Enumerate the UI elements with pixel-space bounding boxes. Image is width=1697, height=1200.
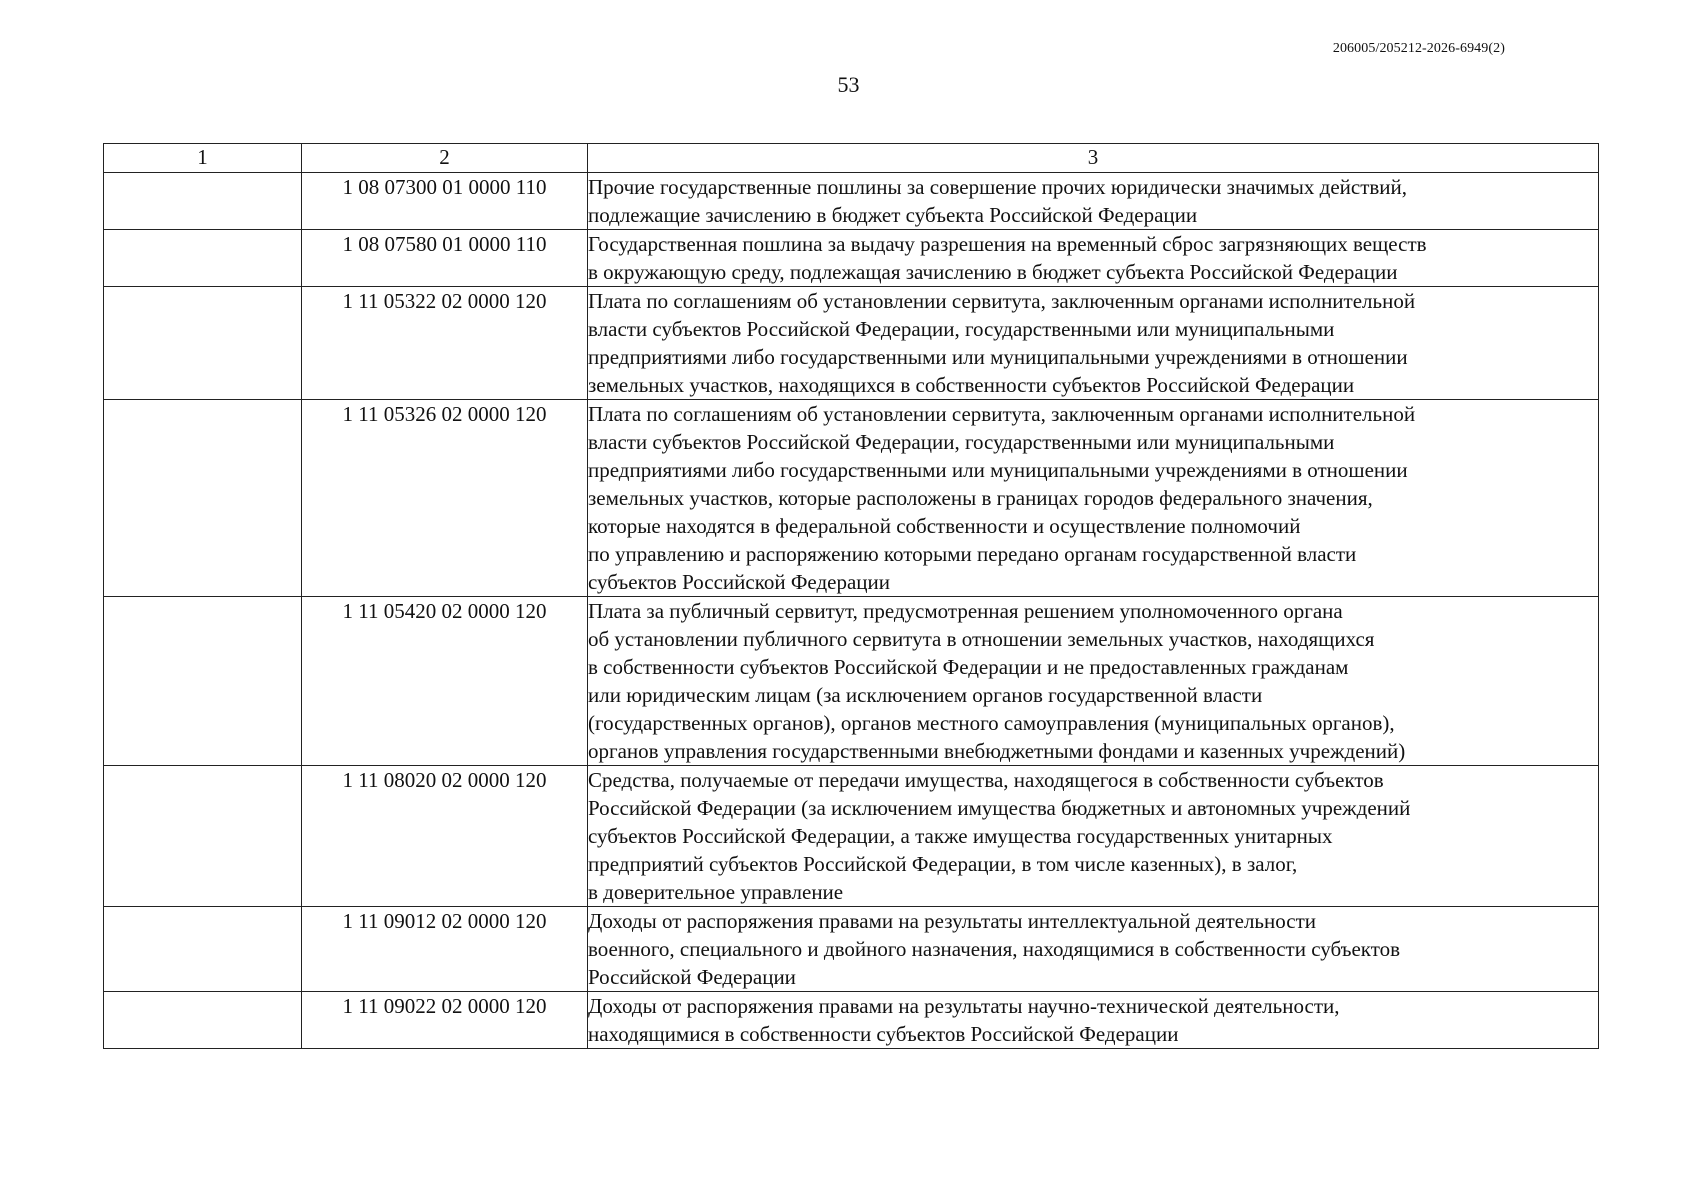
description-line: земельных участков, которые расположены в границах городов федерального значения,	[588, 486, 1373, 510]
table-row	[104, 230, 1599, 287]
description-line: в собственности субъектов Российской Федерации и не предоставленных гражданам	[588, 655, 1349, 679]
row-column-1-cell	[104, 400, 302, 597]
budget-code-cell: 1 11 08020 02 0000 120	[302, 766, 588, 907]
budget-code-cell: 1 11 05326 02 0000 120	[302, 400, 588, 597]
row-column-1-cell	[104, 992, 302, 1049]
table-row	[104, 597, 1599, 766]
row-column-1-cell	[104, 173, 302, 230]
table-body	[104, 173, 1599, 1049]
revenue-codes-table	[103, 143, 1599, 1049]
table-row	[104, 287, 1599, 400]
description-line: земельных участков, находящихся в собственности субъектов Российской Федерации	[588, 373, 1355, 397]
description-line: субъектов Российской Федерации, а также имущества государственных унитарных	[588, 824, 1333, 848]
revenue-description-cell	[588, 907, 1599, 992]
revenue-description-cell	[588, 173, 1599, 230]
description-line: предприятиями либо государственными или муниципальными учреждениями в отношении	[588, 345, 1408, 369]
description-line: по управлению и распоряжению которыми передано органам государственной власти	[588, 542, 1357, 566]
budget-code-cell: 1 11 05420 02 0000 120	[302, 597, 588, 766]
description-line: Средства, получаемые от передачи имущества, находящегося в собственности субъектов	[588, 768, 1384, 792]
description-line: Государственная пошлина за выдачу разрешения на временный сброс загрязняющих веществ	[588, 232, 1427, 256]
description-line: или юридическим лицам (за исключением органов государственной власти	[588, 683, 1263, 707]
row-column-1-cell	[104, 597, 302, 766]
description-line: Доходы от распоряжения правами на результаты интеллектуальной деятельности	[588, 909, 1316, 933]
column-header-2: 2	[302, 144, 588, 173]
revenue-description-cell	[588, 597, 1599, 766]
row-column-1-cell	[104, 287, 302, 400]
budget-code-cell: 1 11 09012 02 0000 120	[302, 907, 588, 992]
budget-code-cell: 1 11 09022 02 0000 120	[302, 992, 588, 1049]
row-column-1-cell	[104, 766, 302, 907]
page-number: 53	[837, 72, 860, 97]
description-line: Плата за публичный сервитут, предусмотренная решением уполномоченного органа	[588, 599, 1343, 623]
column-header-3: 3	[588, 144, 1599, 173]
description-line: Плата по соглашениям об установлении сервитута, заключенным органами исполнительной	[588, 402, 1416, 426]
budget-code-cell: 1 08 07580 01 0000 110	[302, 230, 588, 287]
revenue-description-cell	[588, 766, 1599, 907]
description-line: Плата по соглашениям об установлении сервитута, заключенным органами исполнительной	[588, 289, 1416, 313]
description-line: об установлении публичного сервитута в отношении земельных участков, находящихся	[588, 627, 1375, 651]
description-line: в доверительное управление	[588, 880, 844, 904]
revenue-description-cell	[588, 992, 1599, 1049]
budget-code-cell: 1 11 05322 02 0000 120	[302, 287, 588, 400]
table-row	[104, 992, 1599, 1049]
revenue-description-cell	[588, 287, 1599, 400]
description-line: (государственных органов), органов местного самоуправления (муниципальных органов),	[588, 711, 1395, 735]
description-line: подлежащие зачислению в бюджет субъекта Российской Федерации	[588, 203, 1198, 227]
description-line: Доходы от распоряжения правами на результаты научно-технической деятельности,	[588, 994, 1340, 1018]
revenue-description-cell	[588, 400, 1599, 597]
description-line: Российской Федерации	[588, 965, 796, 989]
description-line: военного, специального и двойного назначения, находящимися в собственности субъектов	[588, 937, 1401, 961]
description-line: Прочие государственные пошлины за совершение прочих юридически значимых действий,	[588, 175, 1408, 199]
revenue-description-cell	[588, 230, 1599, 287]
table-header-row	[104, 144, 1599, 173]
table-row	[104, 400, 1599, 597]
description-line: которые находятся в федеральной собственности и осуществление полномочий	[588, 514, 1301, 538]
description-line: находящимися в собственности субъектов Российской Федерации	[588, 1022, 1179, 1046]
row-column-1-cell	[104, 230, 302, 287]
description-line: Российской Федерации (за исключением имущества бюджетных и автономных учреждений	[588, 796, 1411, 820]
budget-code-cell: 1 08 07300 01 0000 110	[302, 173, 588, 230]
table-row	[104, 907, 1599, 992]
row-column-1-cell	[104, 907, 302, 992]
column-header-1: 1	[104, 144, 302, 173]
description-line: органов управления государственными внебюджетными фондами и казенных учреждений)	[588, 739, 1406, 763]
description-line: предприятий субъектов Российской Федерации, в том числе казенных), в залог,	[588, 852, 1298, 876]
table-row	[104, 766, 1599, 907]
description-line: субъектов Российской Федерации	[588, 570, 891, 594]
description-line: власти субъектов Российской Федерации, государственными или муниципальными	[588, 317, 1335, 341]
description-line: в окружающую среду, подлежащая зачислению в бюджет субъекта Российской Федерации	[588, 260, 1398, 284]
document-id: 206005/205212-2026-6949(2)	[1332, 41, 1505, 56]
table-row	[104, 173, 1599, 230]
description-line: власти субъектов Российской Федерации, государственными или муниципальными	[588, 430, 1335, 454]
description-line: предприятиями либо государственными или муниципальными учреждениями в отношении	[588, 458, 1408, 482]
